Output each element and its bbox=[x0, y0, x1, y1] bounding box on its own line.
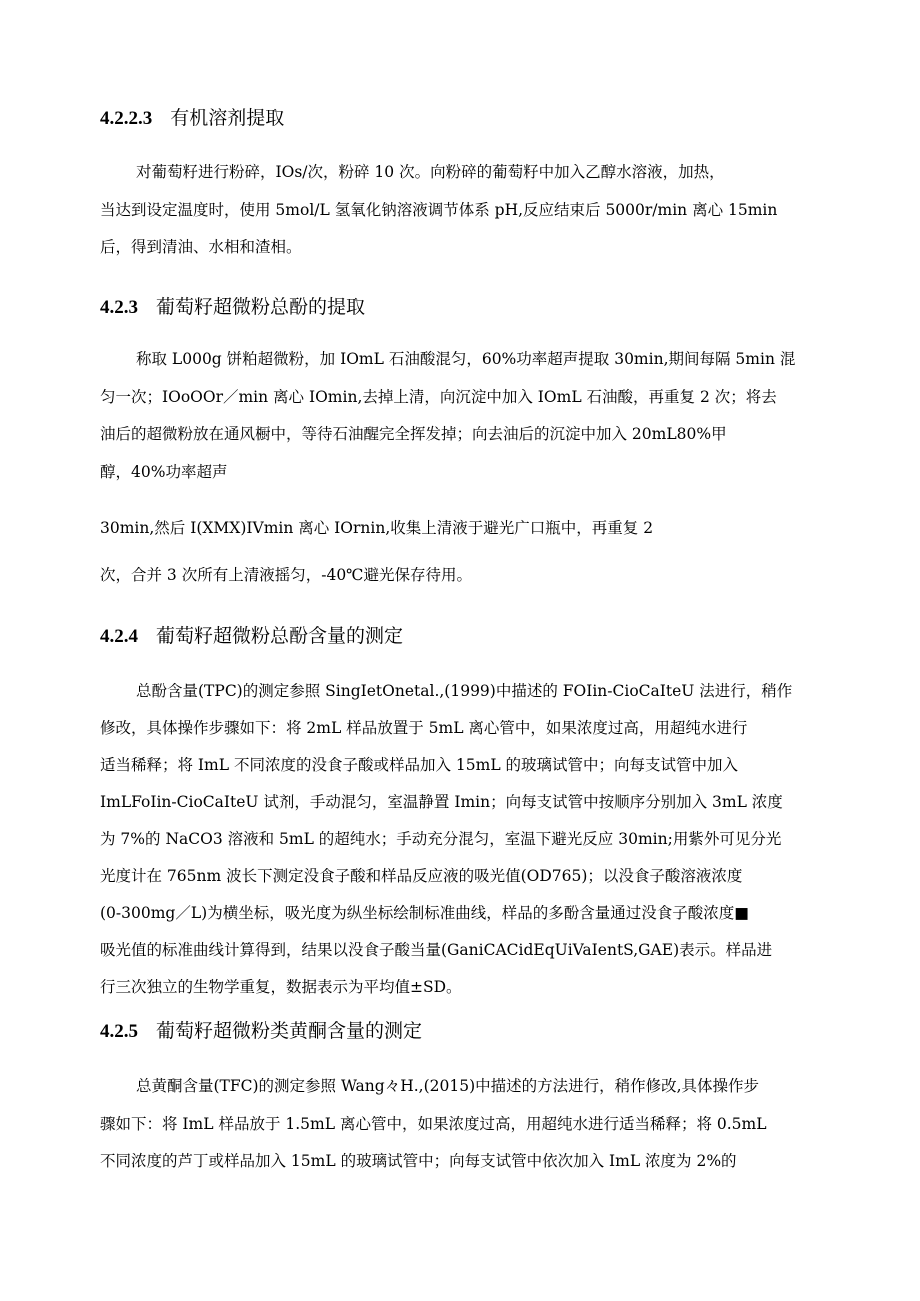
paragraph-line: 称取 L000g 饼粕超微粉，加 IOmL 石油酸混匀，60%功率超声提取 30min,期间每隔 5min 混 bbox=[136, 350, 796, 368]
section-number: 4.2.2.3 bbox=[100, 108, 153, 129]
section-number: 4.2.4 bbox=[100, 626, 138, 647]
paragraph-line: 30min,然后 I(XMX)IVmin 离心 IOrnin,收集上清液于避光广口瓶中，再重复 2 bbox=[100, 519, 654, 537]
paragraph-line: 醇，40%功率超声 bbox=[100, 463, 228, 481]
section-heading bbox=[100, 621, 403, 651]
section-title: 葡萄籽超微粉总酚的提取 bbox=[156, 296, 366, 318]
paragraph-line: 总酚含量(TPC)的测定参照 SingIetOnetal.,(1999)中描述的 FOIin-CioCaIteU 法进行，稍作 bbox=[136, 682, 793, 700]
paragraph-line: 不同浓度的芦丁或样品加入 15mL 的玻璃试管中；向每支试管中依次加入 ImL 浓度为 2%的 bbox=[100, 1152, 737, 1170]
paragraph-line: 匀一次；IOoOOr／min 离心 IOmin,去掉上清，向沉淀中加入 IOmL 石油酸，再重复 2 次；将去 bbox=[100, 388, 777, 406]
paragraph-line: 为 7%的 NaCO3 溶液和 5mL 的超纯水；手动充分混匀，室温下避光反应 30min;用紫外可见分光 bbox=[100, 830, 782, 848]
section-heading bbox=[100, 103, 284, 133]
paragraph-line: (0-300mg／L)为横坐标，吸光度为纵坐标绘制标准曲线，样品的多酚含量通过没食子酸浓度■ bbox=[100, 904, 749, 922]
paragraph-line: 吸光值的标准曲线计算得到，结果以没食子酸当量(GaniCACidEqUiVaIentS,GAE)表示。样品进 bbox=[100, 941, 773, 959]
paragraph-line: 骤如下：将 ImL 样品放于 1.5mL 离心管中，如果浓度过高，用超纯水进行适当稀释；将 0.5mL bbox=[100, 1115, 767, 1133]
paragraph-line: 适当稀释；将 ImL 不同浓度的没食子酸或样品加入 15mL 的玻璃试管中；向每支试管中加入 bbox=[100, 756, 739, 774]
paragraph-line: 对葡萄籽进行粉碎，IOs/次，粉碎 10 次。向粉碎的葡萄籽中加入乙醇水溶液，加热， bbox=[136, 163, 725, 181]
section-heading bbox=[100, 292, 365, 322]
paragraph-line: 后，得到清油、水相和渣相。 bbox=[100, 238, 302, 256]
paragraph-line: 当达到设定温度时，使用 5mol/L 氢氧化钠溶液调节体系 pH,反应结束后 5000r/min 离心 15min bbox=[100, 201, 778, 219]
paragraph-line: 行三次独立的生物学重复，数据表示为平均值±SD。 bbox=[100, 978, 462, 996]
paragraph-line: 光度计在 765nm 波长下测定没食子酸和样品反应液的吸光值(OD765)；以没食子酸溶液浓度 bbox=[100, 867, 743, 885]
paragraph-line: 油后的超微粉放在通风橱中，等待石油醒完全挥发掉；向去油后的沉淀中加入 20mL80%甲 bbox=[100, 425, 727, 443]
section-title: 葡萄籽超微粉类黄酮含量的测定 bbox=[156, 1020, 423, 1042]
section-number: 4.2.5 bbox=[100, 1021, 138, 1042]
section-title: 有机溶剂提取 bbox=[170, 107, 285, 129]
paragraph-line: 次，合并 3 次所有上清液摇匀，-40℃避光保存待用。 bbox=[100, 566, 473, 584]
paragraph-line: ImLFoIin-CioCaIteU 试剂，手动混匀，室温静置 Imin；向每支试管中按顺序分别加入 3mL 浓度 bbox=[100, 793, 783, 811]
paragraph-line: 修改，具体操作步骤如下：将 2mL 样品放置于 5mL 离心管中，如果浓度过高，用超纯水进行 bbox=[100, 719, 748, 737]
section-heading bbox=[100, 1016, 422, 1046]
paragraph-line: 总黄酮含量(TFC)的测定参照 Wang々H.,(2015)中描述的方法进行，稍作修改,具体操作步 bbox=[136, 1077, 760, 1095]
section-title: 葡萄籽超微粉总酚含量的测定 bbox=[156, 625, 404, 647]
section-number: 4.2.3 bbox=[100, 297, 138, 318]
